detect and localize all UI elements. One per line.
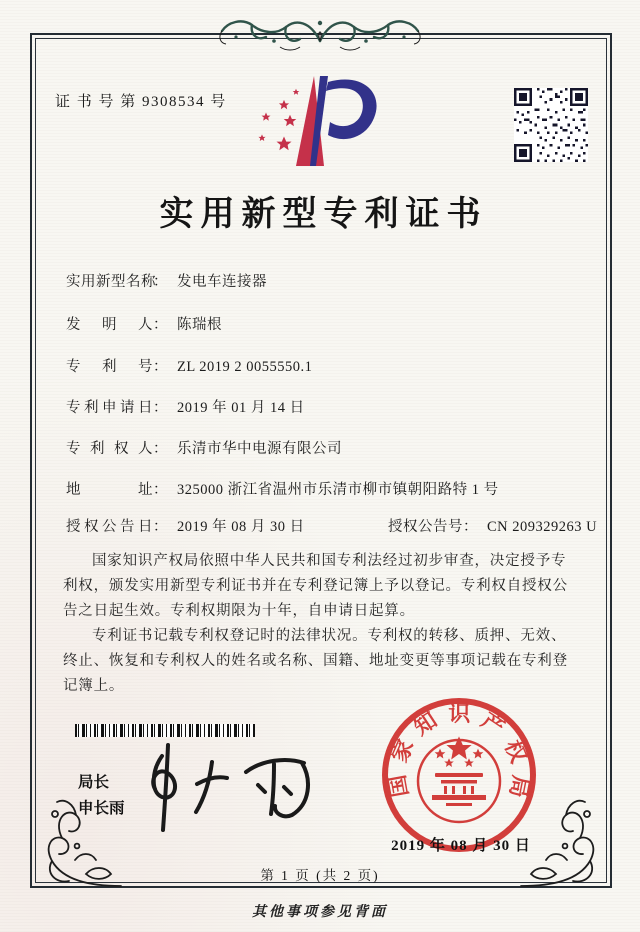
cnipa-patent-logo-icon [238,72,398,170]
field-label: 实用新型名称 [66,274,156,290]
seal-date: 2019 年 08 月 30 日 [391,838,531,854]
legal-paragraph-1: 国家知识产权局依照中华人民共和国专利法经过初步审查，决定授予专利权，颁发实用新型专利证书并在专利登记簿上予以登记。专利权自授权公告之日起生效。专利权期限为十年，自申请日起算。 [63,553,568,619]
field-value: 2019 年 08 月 30 日 [177,519,305,535]
field-label: 专利权人 [66,441,153,457]
field-label: 授权公告号 [388,519,463,535]
field-row-patent-number [66,355,591,376]
director-title: 局长 [78,774,110,791]
field-colon: ： [153,519,168,535]
field-row-inventor [66,313,591,334]
field-value: 2019 年 01 月 14 日 [177,400,305,416]
field-colon: ： [153,317,168,333]
field-colon: ： [153,441,168,457]
certificate-title: 实用新型专利证书 [159,196,488,233]
field-row-filing-date [66,396,591,417]
back-side-note: 其他事项参见背面 [252,905,388,920]
field-label: 地址 [66,482,153,498]
field-label: 专利申请日 [66,400,153,416]
field-colon: ： [153,482,168,498]
field-value: 乐清市华中电源有限公司 [177,441,342,457]
field-row-patentee [66,437,591,458]
certificate-number: 证 书 号 第 9308534 号 [55,94,227,110]
field-grant-number [388,515,597,536]
legal-text-block [63,549,578,699]
field-colon: ： [463,519,478,535]
field-label: 专利号 [66,359,153,375]
director-name: 申长雨 [78,800,125,817]
national-emblem-icon [418,736,500,822]
field-colon: ： [153,400,168,416]
field-value: 325000 浙江省温州市乐清市柳市镇朝阳路特 1 号 [177,482,499,498]
field-row-grant-date [66,515,598,536]
field-label: 授权公告日 [66,519,153,535]
legal-paragraph-2: 专利证书记载专利权登记时的法律状况。专利权的转移、质押、无效、终止、恢复和专利权人的姓名或名称、国籍、地址变更等事项记载在专利登记簿上。 [63,628,568,694]
field-value: 陈瑞根 [177,317,222,333]
field-value: ZL 2019 2 0055550.1 [177,359,313,375]
qr-code-icon [514,88,588,162]
barcode-icon [75,724,255,737]
seal-ring-text: 国家知识产权局 [384,700,534,800]
field-colon: ： [153,274,168,290]
field-colon: ： [153,359,168,375]
field-value: 发电车连接器 [177,274,267,290]
field-row-address [66,478,591,499]
top-scroll-ornament-icon [214,11,426,57]
field-row-name [66,270,591,291]
field-label: 发明人 [66,317,153,333]
page-number: 第 1 页 (共 2 页) [260,868,380,883]
director-signature-icon [122,740,337,840]
field-value: CN 209329263 U [487,519,598,535]
